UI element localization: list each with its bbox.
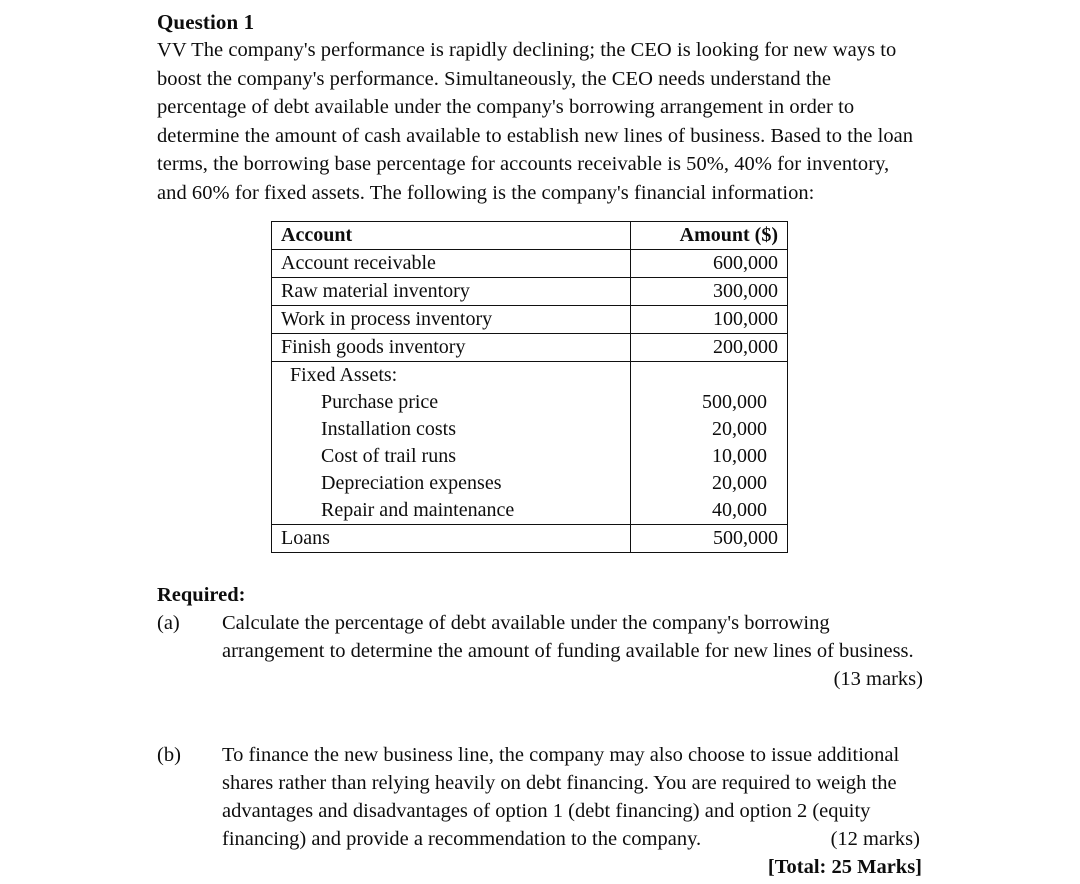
fixed-assets-item-label: Installation costs [321, 418, 456, 440]
row-label: Finish goods inventory [272, 334, 631, 362]
page-title: Question 1 [157, 10, 255, 34]
intro-line: terms, the borrowing base percentage for accounts receivable is 50%, 40% for inventory, [157, 153, 890, 175]
table-row [272, 306, 788, 334]
financial-table [271, 221, 788, 553]
fixed-assets-heading-amount [640, 362, 778, 389]
required-line: arrangement to determine the amount of funding available for new lines of business. [222, 640, 914, 662]
row-label: Loans [272, 525, 631, 553]
row-amount: 200,000 [631, 334, 788, 362]
required-last-line-with-marks [222, 825, 923, 853]
document-page [157, 0, 923, 881]
required-item-b-body [222, 741, 923, 881]
table-row [272, 525, 788, 553]
fixed-assets-item-amount: 40,000 [712, 499, 767, 521]
column-header-amount: Amount ($) [631, 222, 788, 250]
intro-line: percentage of debt available under the company's borrowing arrangement in order to [157, 96, 855, 118]
row-label: Account receivable [272, 250, 631, 278]
row-label: Raw material inventory [272, 278, 631, 306]
section-spacer [157, 693, 923, 741]
required-item-a [157, 609, 923, 693]
table-row [272, 334, 788, 362]
fixed-assets-amount-list [640, 362, 778, 524]
required-line: advantages and disadvantages of option 1 (debt financing) and option 2 (equity [222, 800, 871, 822]
table-header-row [272, 222, 788, 250]
column-header-account: Account [272, 222, 631, 250]
financial-table-wrapper [157, 221, 923, 553]
table-row [272, 278, 788, 306]
fixed-assets-block-row [272, 362, 788, 525]
total-marks: [Total: 25 Marks] [767, 856, 922, 878]
row-amount: 600,000 [631, 250, 788, 278]
fixed-assets-item-amount: 10,000 [712, 445, 767, 467]
required-item-a-label: (a) [157, 612, 180, 634]
fixed-assets-item-amount: 20,000 [712, 472, 767, 494]
fixed-assets-item-label: Purchase price [321, 391, 439, 413]
required-line: Calculate the percentage of debt available under the company's borrowing [222, 612, 830, 634]
fixed-assets-item-amount: 500,000 [702, 391, 767, 413]
fixed-assets-heading: Fixed Assets: [290, 364, 398, 386]
question-intro [157, 36, 923, 207]
required-item-b [157, 741, 923, 881]
row-amount: 500,000 [631, 525, 788, 553]
fixed-assets-item-label: Repair and maintenance [321, 499, 515, 521]
fixed-assets-item-amount: 20,000 [712, 418, 767, 440]
required-line: financing) and provide a recommendation to the company. [222, 828, 702, 850]
intro-line: VV The company's performance is rapidly declining; the CEO is looking for new ways to [157, 39, 897, 61]
required-line: To finance the new business line, the company may also choose to issue additional [222, 744, 900, 766]
intro-line: determine the amount of cash available to establish new lines of business. Based to the loan [157, 124, 914, 147]
fixed-assets-labels-cell [272, 362, 631, 525]
row-label: Work in process inventory [272, 306, 631, 334]
row-amount: 300,000 [631, 278, 788, 306]
table-row [272, 250, 788, 278]
required-item-b-label: (b) [157, 744, 181, 766]
marks-a: (13 marks) [833, 668, 923, 690]
required-line: shares rather than relying heavily on debt financing. You are required to weigh the [222, 772, 897, 794]
fixed-assets-item-label: Cost of trail runs [321, 445, 456, 467]
required-heading: Required: [157, 584, 246, 606]
intro-line: and 60% for fixed assets. The following is the company's financial information: [157, 181, 815, 204]
marks-b: (12 marks) [830, 828, 920, 850]
row-amount: 100,000 [631, 306, 788, 334]
required-item-a-body [222, 609, 923, 693]
fixed-assets-label-list [281, 362, 621, 524]
fixed-assets-item-label: Depreciation expenses [321, 472, 502, 494]
intro-line: boost the company's performance. Simultaneously, the CEO needs understand the [157, 67, 832, 90]
fixed-assets-amounts-cell [631, 362, 788, 525]
